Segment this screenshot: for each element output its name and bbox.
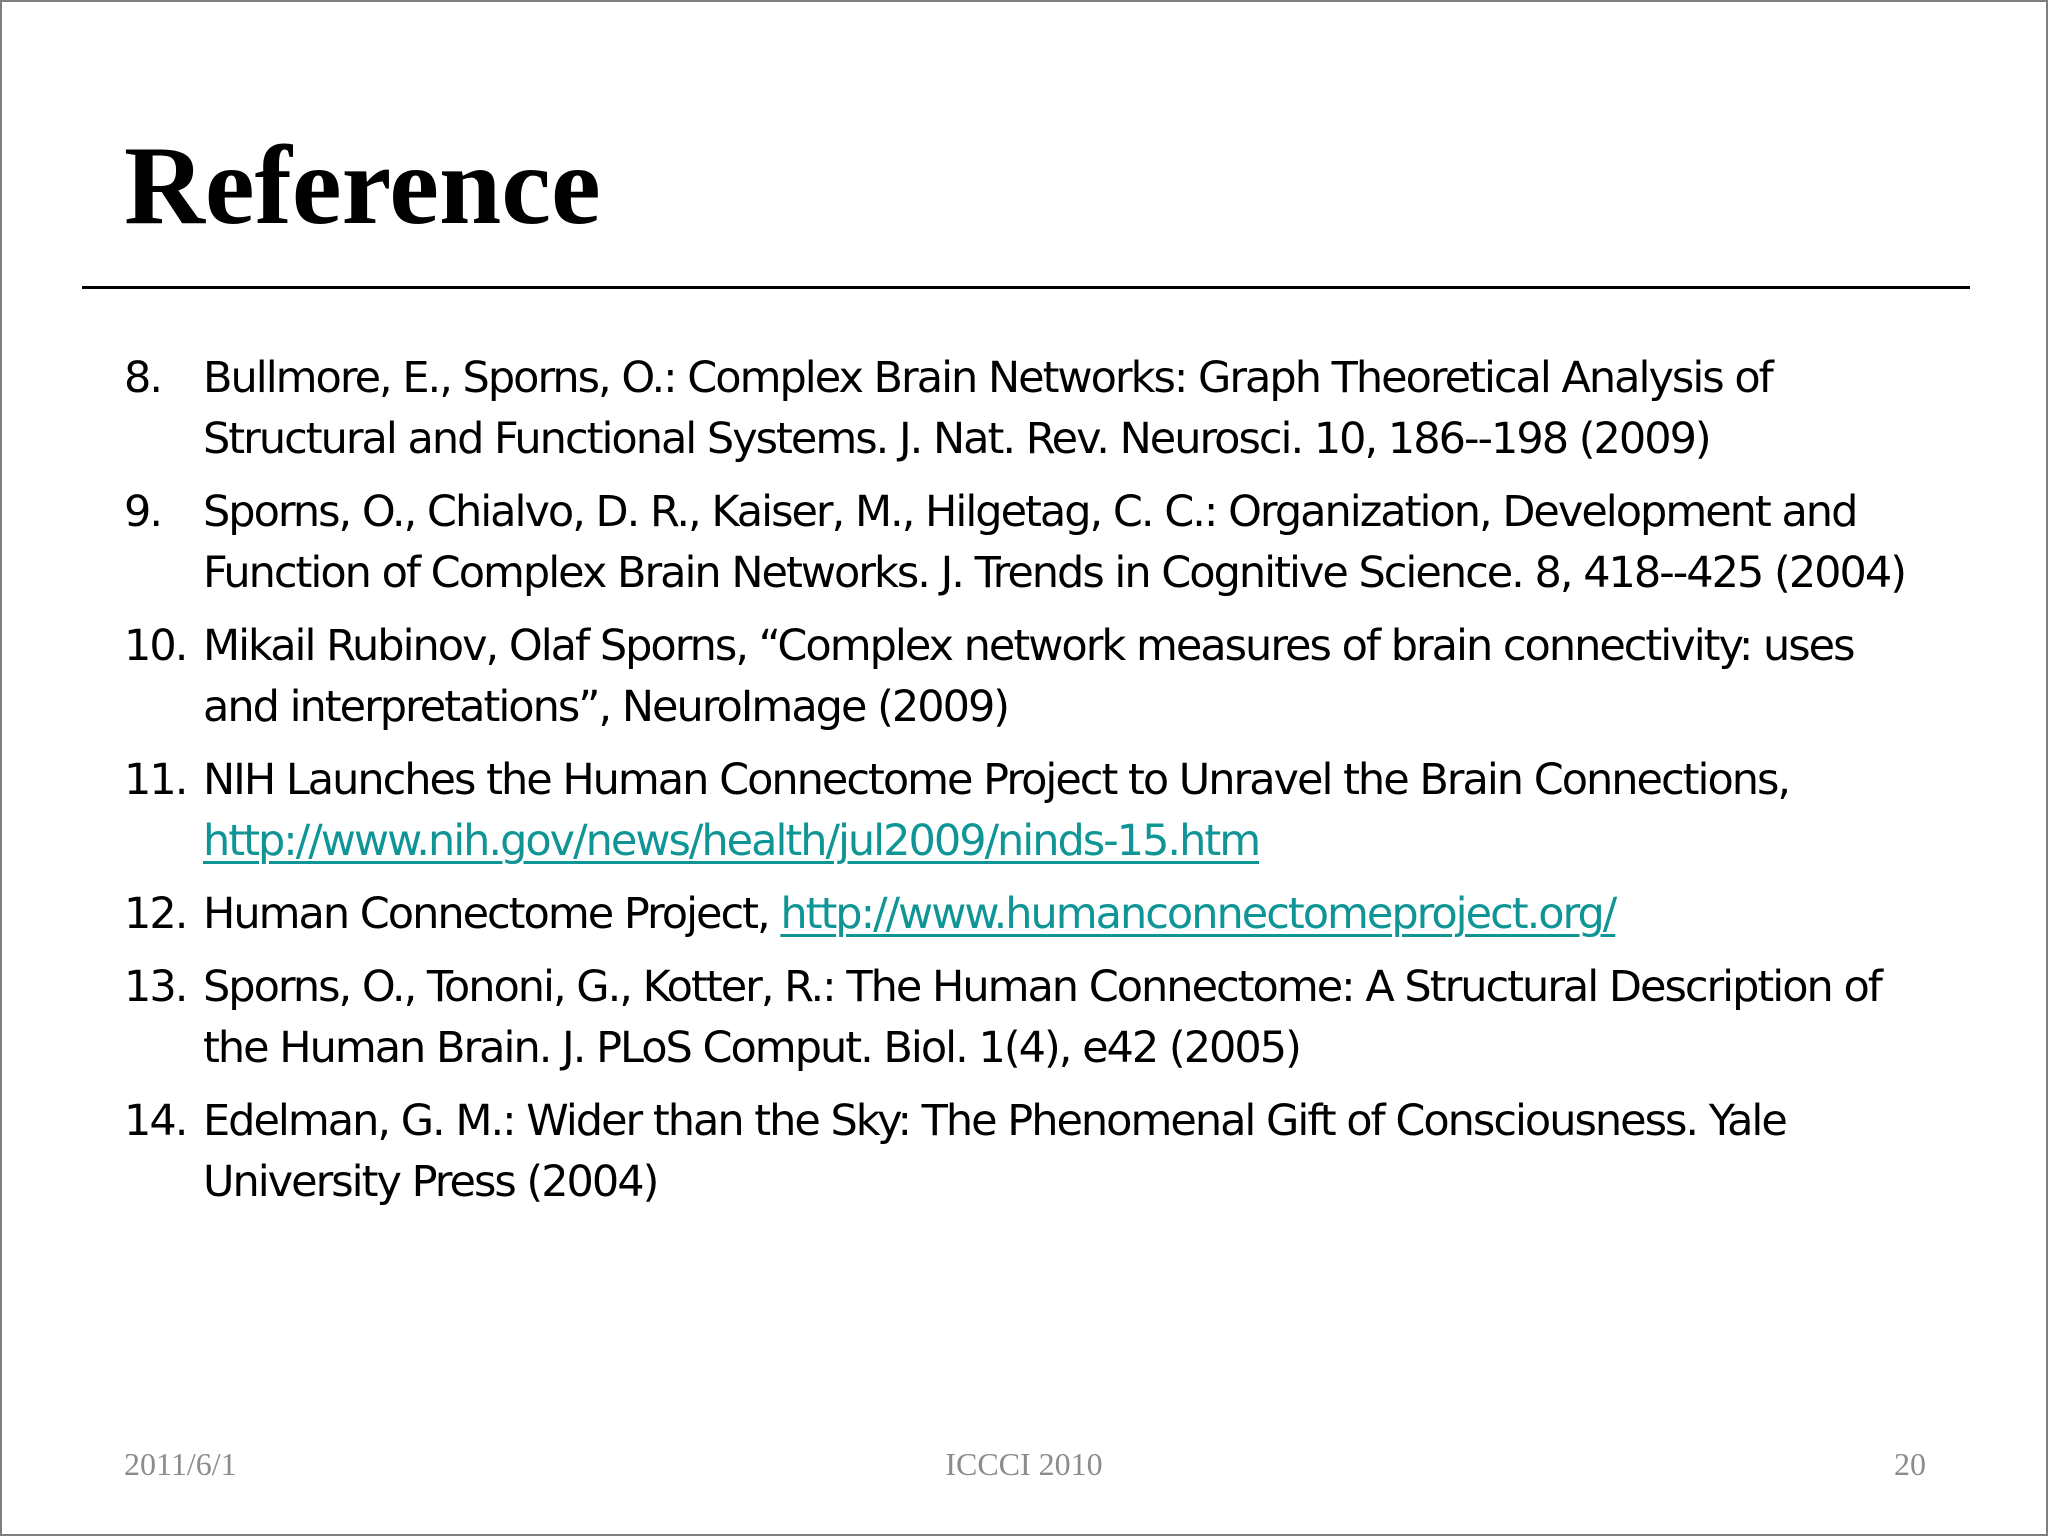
reference-text: Sporns, O., Tononi, G., Kotter, R.: The Human Connectome: A Structural Description of the Human Brain. J. PLoS Comput. Biol. 1(4), e42 (2005) (203, 962, 1881, 1073)
reference-text: Bullmore, E., Sporns, O.: Complex Brain Networks: Graph Theoretical Analysis of Structural and Functional Systems. J. Nat. Rev. Neurosci. 10, 186--198 (2009) (203, 353, 1772, 464)
slide-title: Reference (124, 124, 601, 248)
reference-list (124, 348, 1924, 1225)
reference-item (124, 482, 1924, 604)
reference-text: Mikail Rubinov, Olaf Sporns, “Complex network measures of brain connectivity: uses and interpretations”, NeuroImage (2009) (203, 621, 1854, 732)
reference-text: Sporns, O., Chialvo, D. R., Kaiser, M., Hilgetag, C. C.: Organization, Development and Function of Complex Brain Networks. J. Trends in Cognitive Science. 8, 418--425 (2004) (203, 487, 1906, 598)
title-divider (82, 286, 1970, 289)
footer-conference: ICCCI 2010 (945, 1446, 1103, 1482)
reference-item (124, 750, 1924, 872)
reference-item (124, 1091, 1924, 1213)
reference-number: 13. (124, 962, 187, 1012)
reference-text: Human Connectome Project, (203, 889, 781, 939)
reference-number: 14. (124, 1096, 187, 1146)
reference-item (124, 616, 1924, 738)
footer-date: 2011/6/1 (124, 1446, 237, 1482)
reference-item (124, 348, 1924, 470)
reference-number: 10. (124, 621, 187, 671)
connectome-project-link[interactable]: http://www.humanconnectomeproject.org/ (780, 889, 1616, 939)
reference-number: 12. (124, 889, 187, 939)
nih-news-link[interactable]: http://www.nih.gov/news/health/jul2009/ninds-15.htm (203, 816, 1260, 866)
reference-number: 11. (124, 755, 187, 805)
reference-text: NIH Launches the Human Connectome Project to Unravel the Brain Connections, (203, 755, 1790, 805)
reference-text: Edelman, G. M.: Wider than the Sky: The Phenomenal Gift of Consciousness. Yale University Press (2004) (203, 1096, 1786, 1207)
slide-number: 20 (1894, 1446, 1926, 1482)
reference-number: 9. (124, 487, 162, 537)
reference-item (124, 957, 1924, 1079)
reference-item (124, 884, 1924, 945)
reference-number: 8. (124, 353, 162, 403)
